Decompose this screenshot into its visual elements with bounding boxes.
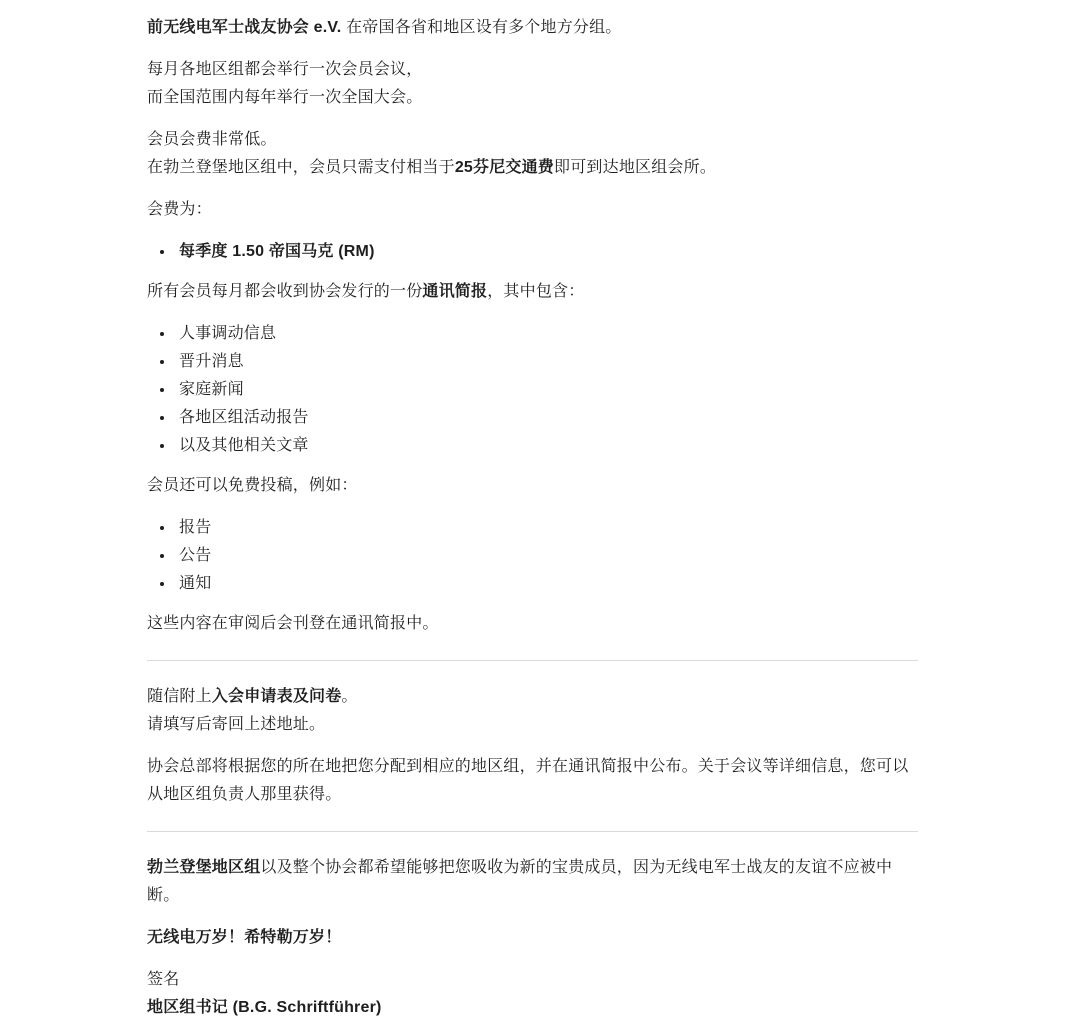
divider (147, 831, 918, 832)
closing-group: 勃兰登堡地区组 (147, 859, 261, 876)
meetings-line1: 每月各地区组都会举行一次会员会议， (147, 61, 423, 78)
paragraph-meetings (147, 56, 918, 112)
enclosure-forms: 入会申请表及问卷 (211, 688, 342, 705)
paragraph-intro (147, 14, 918, 42)
fee-list (147, 238, 918, 266)
org-name: 前无线电军士战友协会 e.V. (147, 19, 342, 36)
fees-line1: 会员会费非常低。 (147, 131, 277, 148)
list-item: 各地区组活动报告 (147, 404, 918, 432)
enclosure-post: 。 (341, 688, 358, 705)
intro-text: 在帝国各省和地区设有多个地方分组。 (341, 19, 622, 36)
newsletter-list (147, 320, 918, 460)
fees-amount: 25芬尼交通费 (454, 159, 555, 176)
list-item: 人事调动信息 (147, 320, 918, 348)
paragraph-assignment: 协会总部将根据您的所在地把您分配到相应的地区组，并在通讯简报中公布。关于会议等详细信息，您可以从地区组负责人那里获得。 (147, 758, 909, 803)
paragraph-contribution: 会员还可以免费投稿，例如： (147, 477, 358, 494)
newsletter-post: ，其中包含： (487, 283, 585, 300)
signature-label: 签名 (147, 971, 180, 988)
salute-text: 无线电万岁！希特勒万岁！ (147, 929, 342, 946)
paragraph-review-note: 这些内容在审阅后会刊登在通讯简报中。 (147, 615, 439, 632)
contribution-list (147, 514, 918, 598)
enclosure-line2: 请填写后寄回上述地址。 (147, 716, 326, 733)
enclosure-pre: 随信附上 (147, 688, 212, 705)
newsletter-pre: 所有会员每月都会收到协会发行的一份 (147, 283, 423, 300)
fees-line2-post: 即可到达地区组会所。 (554, 159, 717, 176)
fee-heading: 会费为： (147, 201, 212, 218)
list-item: 以及其他相关文章 (147, 432, 918, 460)
list-item: 晋升消息 (147, 348, 918, 376)
signature-title: 地区组书记 (B.G. Schriftführer) (147, 999, 382, 1016)
paragraph-newsletter (147, 278, 918, 306)
newsletter-name: 通讯简报 (422, 283, 488, 300)
paragraph-enclosure (147, 683, 918, 739)
divider (147, 660, 918, 661)
paragraph-closing (147, 854, 918, 910)
fees-line2-pre: 在勃兰登堡地区组中，会员只需支付相当于 (147, 159, 455, 176)
list-item: 通知 (147, 570, 918, 598)
meetings-line2: 而全国范围内每年举行一次全国大会。 (147, 89, 423, 106)
paragraph-signature (147, 966, 918, 1022)
list-item: 公告 (147, 542, 918, 570)
closing-rest: 以及整个协会都希望能够把您吸收为新的宝贵成员，因为无线电军士战友的友谊不应被中断。 (147, 859, 893, 904)
paragraph-salute (147, 924, 918, 952)
list-item-fee (147, 238, 918, 266)
list-item: 报告 (147, 514, 918, 542)
fee-amount: 每季度 1.50 帝国马克 (RM) (179, 243, 375, 260)
document-content (147, 0, 918, 1031)
list-item: 家庭新闻 (147, 376, 918, 404)
paragraph-fees (147, 126, 918, 182)
